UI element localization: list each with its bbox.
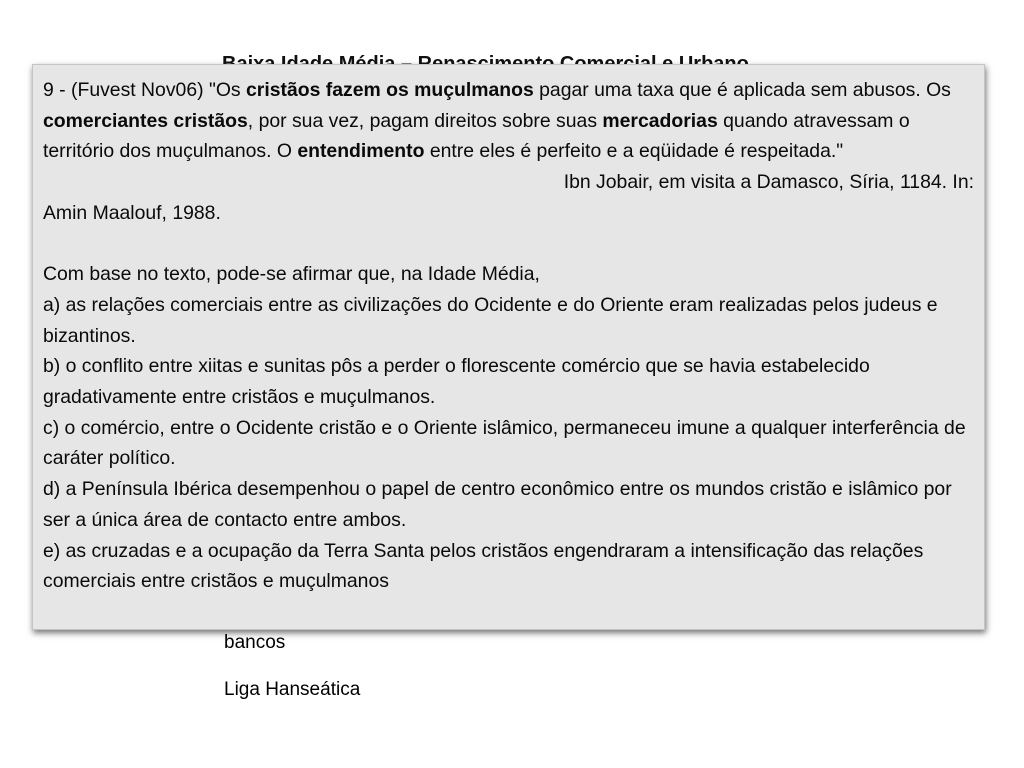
option-a: a) as relações comerciais entre as civilizações do Ocidente e do Oriente eram realizadas pelos judeus e bizantinos. [43,293,938,347]
slide-bullet-bancos: bancos [224,632,286,653]
emphasis-entendimento: entendimento [297,140,425,163]
statement-text-2: , por sua vez, pagam direitos sobre suas [247,109,603,132]
statement-text-3: quando atravessam o território dos muçulmanos. O [43,109,910,163]
citation-line-2: Amin Maalouf, 1988. [43,201,221,224]
slide-bullet-liga-hanseatica: Liga Hanseática [224,679,361,700]
emphasis-cristaos: cristãos fazem os muçulmanos [246,79,534,101]
question-box [32,64,985,630]
statement-text-1: pagar uma taxa que é aplicada sem abusos. Os [533,79,951,101]
option-d: d) a Península Ibérica desempenhou o papel de centro econômico entre os mundos cristão e islâmico por ser a única área de contacto entre ambos. [43,478,952,531]
emphasis-mercadorias: mercadorias [602,109,718,132]
question-prompt: Com base no texto, pode-se afirmar que, na Idade Média, [43,263,540,286]
option-e: e) as cruzadas e a ocupação da Terra Santa pelos cristãos engendraram a intensificação das relações comerciais entre cristãos e muçulmanos [43,539,924,593]
citation-line-1: Ibn Jobair, em visita a Damasco, Síria, 1184. In: [563,171,974,194]
question-intro: 9 - (Fuvest Nov06) "Os [43,79,246,101]
option-c: c) o comércio, entre o Ocidente cristão e o Oriente islâmico, permaneceu imune a qualquer interferência de caráter político. [43,416,966,470]
emphasis-comerciantes: comerciantes cristãos [43,109,248,132]
question-statement [43,75,974,167]
statement-text-4: entre eles é perfeito e a eqüidade é respeitada." [424,140,844,163]
option-b: b) o conflito entre xiitas e sunitas pôs a perder o florescente comércio que se havia estabelecido gradativamente entre cristãos e muçulmanos. [43,355,870,409]
